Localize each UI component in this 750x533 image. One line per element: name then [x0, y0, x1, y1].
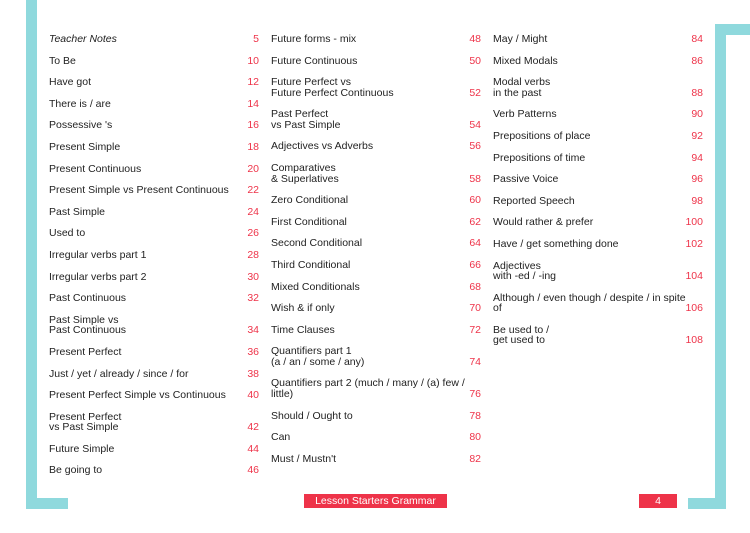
toc-entry-title: [271, 34, 481, 45]
toc-entry-title: [493, 34, 703, 45]
toc-entry-title: [271, 109, 481, 130]
toc-entry-title: [271, 325, 481, 336]
toc-entry: [271, 378, 481, 399]
toc-entry-title: [49, 164, 259, 175]
toc-entry: [271, 195, 481, 206]
toc-entry-title: [271, 77, 481, 98]
toc-entry-title: [271, 432, 481, 443]
toc-entry-page: 74: [469, 355, 481, 368]
toc-entry: [49, 272, 259, 283]
toc-entry-page: 40: [247, 389, 259, 402]
toc-entry-page: 76: [469, 387, 481, 400]
toc-entry: [49, 293, 259, 304]
toc-entry-title-line: Past Simple: [49, 205, 106, 218]
toc-entry-title: [271, 195, 481, 206]
toc-entry-title: [271, 346, 481, 367]
toc-entry: [493, 261, 703, 282]
toc-entry-title: [271, 260, 481, 271]
toc-entry: [493, 196, 703, 207]
toc-entry-page: 36: [247, 345, 259, 358]
toc-entry-title: [493, 109, 703, 120]
toc-entry-title: [49, 293, 259, 304]
toc-entry-page: 18: [247, 141, 259, 153]
toc-entry-title: [49, 142, 259, 153]
toc-entry-title: [493, 153, 703, 164]
toc-entry: [271, 454, 481, 465]
toc-entry-title-line: & Superlatives: [271, 172, 339, 185]
toc-entry-page: 44: [247, 442, 259, 455]
toc-entry: [49, 207, 259, 218]
toc-entry: [49, 465, 259, 476]
toc-entry: [49, 99, 259, 110]
toc-entry: [271, 411, 481, 422]
toc-entry-page: 12: [247, 76, 259, 89]
toc-entry-page: 38: [247, 367, 259, 380]
toc-entry-title-line: Third Conditional: [271, 258, 351, 271]
toc-entry: [49, 56, 259, 67]
toc-entry-title: [49, 465, 259, 476]
footer-page-number: 4: [639, 494, 677, 508]
toc-entry: [493, 131, 703, 142]
toc-entry-title-line: Mixed Conditionals: [271, 280, 360, 293]
toc-entry-page: 92: [691, 129, 703, 142]
toc-entry-page: 32: [247, 292, 259, 305]
toc-entry-page: 50: [469, 54, 481, 67]
toc-entry: [271, 325, 481, 336]
toc-entry-title-line: vs Past Simple: [271, 118, 341, 131]
toc-entry-title-line: get used to: [493, 334, 545, 347]
toc-entry-page: 26: [247, 227, 259, 240]
toc-entry-title-line: Past Perfect: [271, 108, 329, 121]
toc-entry-title-line: Prepositions of time: [493, 151, 586, 164]
toc-entry-page: 42: [247, 421, 259, 434]
toc-entry-title-line: Would rather & prefer: [493, 216, 594, 229]
toc-entry-title-line: Present Simple vs Present Continuous: [49, 184, 229, 197]
toc-entry-title-line: Time Clauses: [271, 323, 335, 336]
toc-entry-title-line: Have got: [49, 76, 92, 89]
toc-entry-title-line: Present Continuous: [49, 162, 142, 175]
toc-entry-title-line: Zero Conditional: [271, 194, 349, 207]
toc-entry-page: 80: [469, 431, 481, 444]
toc-entry-title: [49, 185, 259, 196]
toc-entry-title-line: Prepositions of place: [493, 129, 591, 142]
toc-entry-title-line: of: [493, 302, 502, 315]
toc-entry: [271, 282, 481, 293]
toc-entry: [271, 238, 481, 249]
toc-entry-title-line: in the past: [493, 86, 542, 99]
toc-entry-page: 30: [247, 270, 259, 283]
toc-entry: [49, 369, 259, 380]
toc-entry-title: [49, 34, 259, 45]
toc-entry-title-line: Used to: [49, 227, 86, 240]
toc-entry-title-line: Irregular verbs part 1: [49, 249, 147, 261]
toc-entry-title: [49, 207, 259, 218]
toc-entry-page: 48: [469, 33, 481, 45]
toc-entry-title-line: Just / yet / already / since / for: [49, 367, 189, 380]
toc-entry: [49, 34, 259, 45]
toc-entry-page: 64: [469, 237, 481, 250]
toc-entry-title: [49, 390, 259, 401]
toc-entry: [271, 34, 481, 45]
toc-entry-title-line: Verb Patterns: [493, 108, 557, 121]
toc-entry-title-line: Reported Speech: [493, 194, 575, 207]
toc-entry-title-line: There is / are: [49, 97, 111, 110]
toc-entry-title-line: Present Perfect: [49, 410, 122, 423]
toc-entry-title-line: Be going to: [49, 464, 103, 477]
toc-entry-title-line: Past Simple vs: [49, 313, 119, 326]
toc-entry: [271, 77, 481, 98]
toc-entry: [493, 56, 703, 67]
toc-entry-title: [49, 412, 259, 433]
toc-entry-page: 16: [247, 119, 259, 132]
toc-entry: [49, 77, 259, 88]
toc-entry-page: 96: [691, 173, 703, 186]
toc-entry: [493, 293, 703, 314]
toc-entry-title-line: First Conditional: [271, 215, 347, 228]
toc-entry-title-line: Mixed Modals: [493, 54, 558, 67]
toc-entry-page: 68: [469, 280, 481, 293]
toc-entry-title-line: little): [271, 387, 294, 400]
toc-entry-page: 72: [469, 323, 481, 336]
toc-entry: [49, 444, 259, 455]
toc-entry-page: 86: [691, 54, 703, 67]
toc-entry-page: 90: [691, 108, 703, 121]
toc-entry-title-line: Quantifiers part 1: [271, 345, 352, 358]
toc-entry-title: [49, 120, 259, 131]
toc-entry-title-line: Adjectives vs Adverbs: [271, 140, 374, 153]
toc-entry-title-line: Present Perfect: [49, 345, 122, 358]
toc-entry-title: [49, 369, 259, 380]
toc-entry-page: 5: [253, 33, 259, 45]
toc-entry: [49, 164, 259, 175]
toc-entry-title-line: Passive Voice: [493, 173, 559, 186]
toc-entry-title-line: Adjectives: [493, 259, 541, 272]
toc-entry-title: [49, 347, 259, 358]
toc-entry-page: 58: [469, 172, 481, 185]
toc-entry-title: [271, 56, 481, 67]
toc-entry-title-line: May / Might: [493, 33, 548, 45]
toc-entry-title: [493, 77, 703, 98]
toc-entry-title: [271, 217, 481, 228]
toc-entry-title-line: Comparatives: [271, 162, 336, 174]
toc-entry: [49, 228, 259, 239]
toc-entry-title-line: Quantifiers part 2 (much / many / (a) few /: [271, 377, 465, 390]
toc-entry-title-line: Can: [271, 431, 291, 444]
toc-entry-title: [493, 239, 703, 250]
toc-entry-page: 54: [469, 118, 481, 131]
toc-entry-title-line: Wish & if only: [271, 302, 335, 315]
toc-entry-page: 34: [247, 324, 259, 337]
toc-entry-title: [493, 293, 703, 314]
toc-entry-title-line: Present Simple: [49, 141, 121, 153]
right-bracket-vertical: [715, 24, 726, 509]
toc-entry: [493, 77, 703, 98]
toc-entry-title-line: Teacher Notes: [49, 33, 117, 45]
toc-entry-title: [49, 56, 259, 67]
toc-entry: [271, 432, 481, 443]
toc-entry: [49, 315, 259, 336]
toc-entry-page: 10: [247, 54, 259, 67]
toc-entry-page: 104: [685, 270, 703, 282]
toc-entry-title-line: Second Conditional: [271, 237, 363, 250]
toc-entry-title: [493, 325, 703, 346]
toc-entry: [271, 141, 481, 152]
toc-entry: [271, 260, 481, 271]
toc-entry-title-line: Should / Ought to: [271, 409, 353, 422]
toc-entry: [49, 412, 259, 433]
toc-entry-title: [271, 378, 481, 399]
toc-entry-title: [493, 56, 703, 67]
toc-entry-page: 52: [469, 86, 481, 99]
toc-entry: [493, 109, 703, 120]
toc-entry: [493, 217, 703, 228]
toc-entry-title-line: Irregular verbs part 2: [49, 270, 147, 283]
toc-entry-title-line: (a / an / some / any): [271, 355, 365, 368]
toc-entry-title: [49, 272, 259, 283]
toc-entry-title: [271, 238, 481, 249]
toc-entry-title-line: Present Perfect Simple vs Continuous: [49, 389, 226, 402]
toc-entry-title-line: Future forms - mix: [271, 33, 357, 45]
toc-entry-title-line: with -ed / -ing: [493, 270, 557, 282]
toc-entry-page: 20: [247, 162, 259, 175]
toc-entry: [271, 109, 481, 130]
toc-entry-title: [49, 250, 259, 261]
toc-entry: [493, 34, 703, 45]
toc-entry: [49, 120, 259, 131]
toc-entry-title-line: Past Continuous: [49, 292, 127, 305]
toc-entry-page: 60: [469, 194, 481, 207]
toc-entry: [271, 217, 481, 228]
toc-entry: [49, 347, 259, 358]
toc-entry-title: [271, 411, 481, 422]
toc-entry-title: [49, 315, 259, 336]
toc-entry: [49, 390, 259, 401]
toc-entry-title-line: Future Perfect Continuous: [271, 86, 394, 99]
toc-entry-title-line: Possessive 's: [49, 119, 113, 132]
toc-entry-title-line: Future Perfect vs: [271, 76, 351, 89]
toc-entry-title: [271, 282, 481, 293]
toc-entry-title-line: To Be: [49, 54, 76, 67]
toc-entry: [493, 174, 703, 185]
toc-entry-page: 62: [469, 215, 481, 228]
left-bracket-bottom: [26, 498, 68, 509]
toc-entry: [49, 142, 259, 153]
toc-entry-page: 28: [247, 249, 259, 261]
left-bracket-vertical: [26, 0, 37, 509]
toc-entry-page: 24: [247, 205, 259, 218]
toc-entry-title: [271, 454, 481, 465]
toc-entry-title: [49, 228, 259, 239]
toc-entry: [493, 239, 703, 250]
toc-entry-page: 108: [685, 334, 703, 347]
toc-entry-page: 70: [469, 302, 481, 315]
toc-entry-title: [493, 131, 703, 142]
footer-title: Lesson Starters Grammar: [304, 494, 447, 508]
toc-entry-page: 78: [469, 409, 481, 422]
toc-entry-page: 22: [247, 184, 259, 197]
toc-entry-page: 100: [685, 216, 703, 229]
toc-entry-title: [493, 217, 703, 228]
toc-entry-title: [493, 261, 703, 282]
toc-entry-page: 98: [691, 194, 703, 207]
toc-entry-page: 84: [691, 33, 703, 45]
toc-entry-title-line: Must / Mustn't: [271, 452, 337, 465]
toc-entry-title-line: Although / even though / despite / in spite: [493, 291, 686, 304]
toc-entry-title: [271, 141, 481, 152]
toc-entry-page: 94: [691, 151, 703, 164]
right-bracket-bottom: [688, 498, 726, 509]
toc-entry-page: 102: [685, 237, 703, 250]
toc-entry: [493, 325, 703, 346]
toc-entry-title-line: Future Continuous: [271, 54, 358, 67]
toc-entry-title: [493, 196, 703, 207]
toc-entry-page: 46: [247, 464, 259, 477]
toc-entry: [271, 303, 481, 314]
toc-entry-title: [49, 77, 259, 88]
toc-entry-page: 56: [469, 140, 481, 153]
toc-entry-title-line: Past Continuous: [49, 324, 127, 337]
toc-entry-title-line: Be used to /: [493, 323, 550, 336]
toc-entry: [271, 163, 481, 184]
toc-entry-page: 66: [469, 258, 481, 271]
toc-entry-title-line: Future Simple: [49, 442, 115, 455]
toc-entry: [493, 153, 703, 164]
toc-entry-title: [493, 174, 703, 185]
toc-entry: [49, 185, 259, 196]
toc-entry-title-line: Have / get something done: [493, 237, 619, 250]
toc-entry: [271, 346, 481, 367]
toc-entry: [271, 56, 481, 67]
toc-entry-title: [271, 163, 481, 184]
toc-entry-title: [49, 99, 259, 110]
toc-entry-page: 106: [685, 302, 703, 315]
toc-entry-title: [49, 444, 259, 455]
toc-entry-title-line: vs Past Simple: [49, 421, 119, 434]
toc-entry-title-line: Modal verbs: [493, 76, 551, 89]
toc-entry-page: 82: [469, 452, 481, 465]
toc-entry-title: [271, 303, 481, 314]
toc-entry-page: 88: [691, 86, 703, 99]
toc-entry-page: 14: [247, 97, 259, 110]
toc-entry: [49, 250, 259, 261]
